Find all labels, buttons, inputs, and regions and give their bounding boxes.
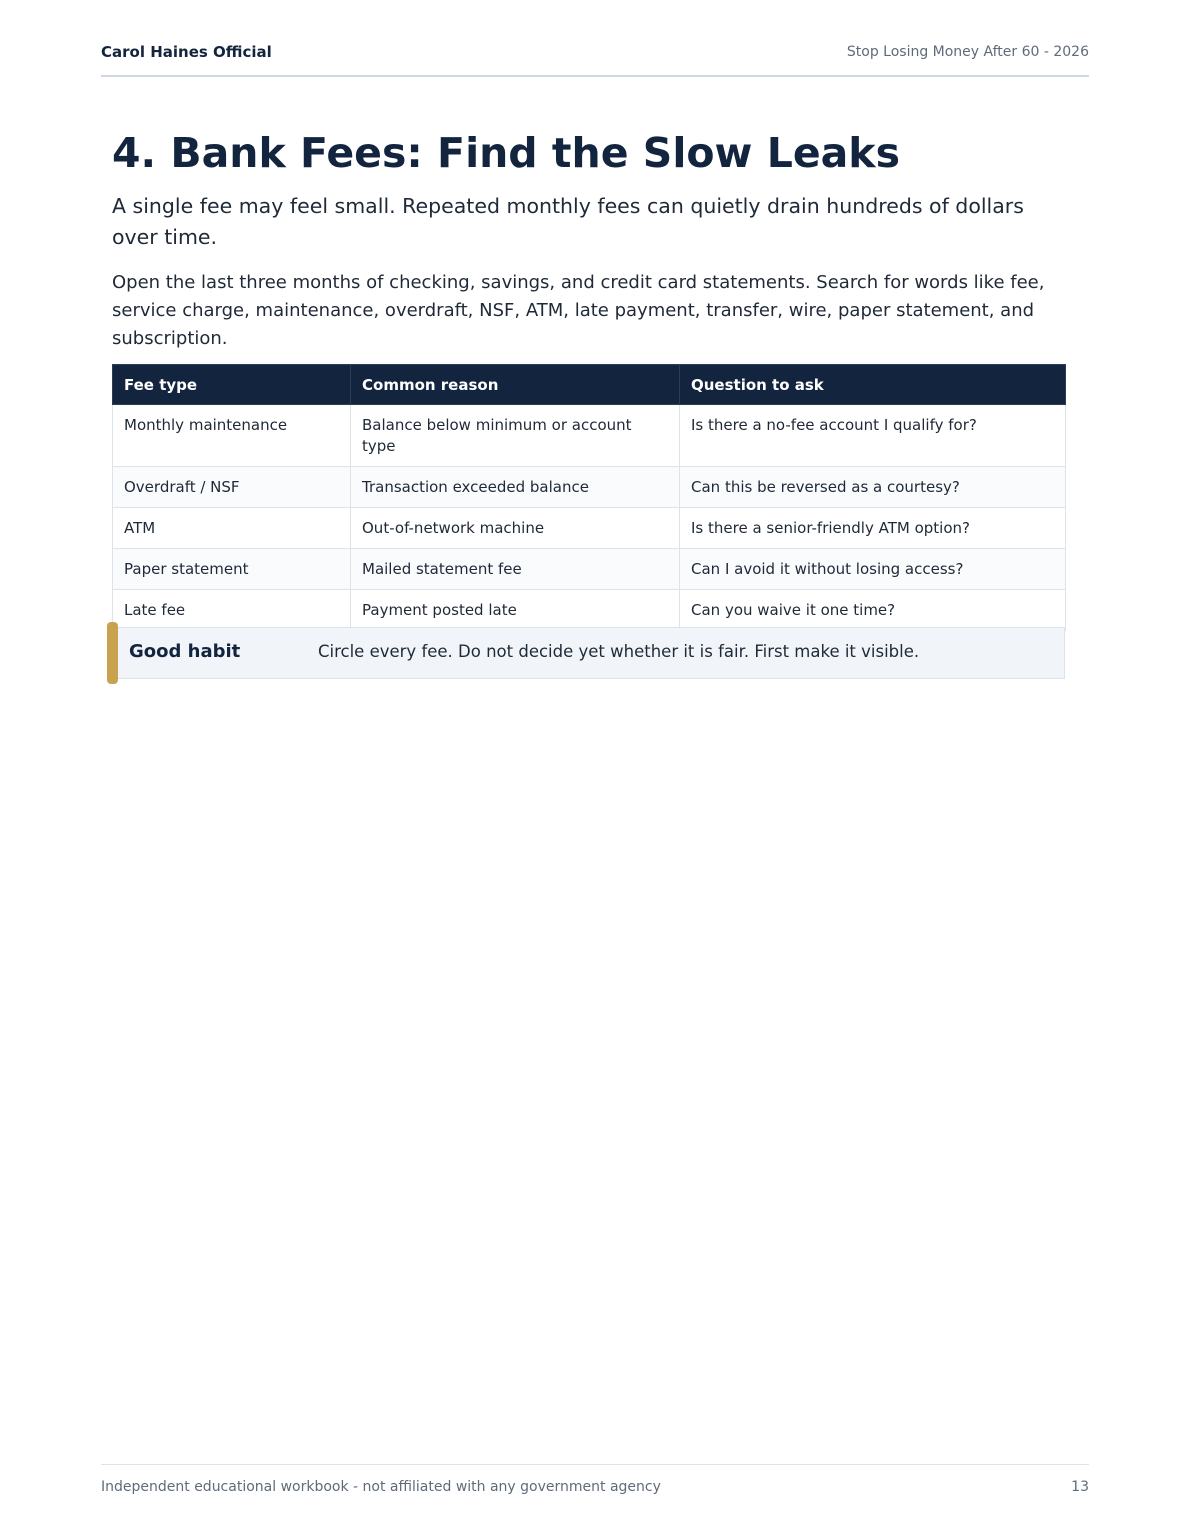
section-title: 4. Bank Fees: Find the Slow Leaks bbox=[112, 129, 900, 177]
question-cell: Can I avoid it without losing access? bbox=[680, 549, 1066, 590]
callout-label: Good habit bbox=[129, 641, 241, 662]
table-row bbox=[113, 467, 1066, 508]
fee-type-cell: Paper statement bbox=[113, 549, 351, 590]
reason-cell: Payment posted late bbox=[351, 590, 680, 631]
brand-name: Carol Haines Official bbox=[101, 43, 272, 61]
table-row bbox=[113, 405, 1066, 467]
table-row bbox=[113, 590, 1066, 631]
reason-cell: Transaction exceeded balance bbox=[351, 467, 680, 508]
column-header-common-reason: Common reason bbox=[351, 365, 680, 405]
table-header-row bbox=[113, 365, 1066, 405]
reason-cell: Mailed statement fee bbox=[351, 549, 680, 590]
document-title: Stop Losing Money After 60 - 2026 bbox=[846, 44, 1089, 60]
fee-type-cell: ATM bbox=[113, 508, 351, 549]
column-header-fee-type: Fee type bbox=[113, 365, 351, 405]
section-body: Open the last three months of checking, savings, and credit card statements. Search for words like fee, service charge, maintenance, overdraft, NSF, ATM, late payment, transfer, wire, paper statement, and subscription. bbox=[112, 272, 1045, 349]
section-content bbox=[112, 128, 1076, 353]
good-habit-callout bbox=[112, 627, 1065, 679]
reason-cell: Balance below minimum or account type bbox=[351, 405, 680, 467]
fee-type-cell: Late fee bbox=[113, 590, 351, 631]
question-cell: Can this be reversed as a courtesy? bbox=[680, 467, 1066, 508]
footer-disclaimer: Independent educational workbook - not affiliated with any government agency bbox=[101, 1479, 661, 1495]
callout-text: Circle every fee. Do not decide yet whether it is fair. First make it visible. bbox=[318, 642, 920, 661]
question-cell: Can you waive it one time? bbox=[680, 590, 1066, 631]
fee-type-cell: Overdraft / NSF bbox=[113, 467, 351, 508]
page-header bbox=[101, 43, 1089, 77]
fee-type-cell: Monthly maintenance bbox=[113, 405, 351, 467]
table-row bbox=[113, 549, 1066, 590]
page-number: 13 bbox=[1071, 1479, 1089, 1495]
section-lead: A single fee may feel small. Repeated monthly fees can quietly drain hundreds of dollars over time. bbox=[112, 194, 1024, 249]
fee-table bbox=[112, 364, 1066, 631]
page-footer bbox=[101, 1464, 1089, 1495]
question-cell: Is there a senior-friendly ATM option? bbox=[680, 508, 1066, 549]
question-cell: Is there a no-fee account I qualify for? bbox=[680, 405, 1066, 467]
table-row bbox=[113, 508, 1066, 549]
callout-accent-bar bbox=[107, 622, 118, 684]
reason-cell: Out-of-network machine bbox=[351, 508, 680, 549]
column-header-question: Question to ask bbox=[680, 365, 1066, 405]
